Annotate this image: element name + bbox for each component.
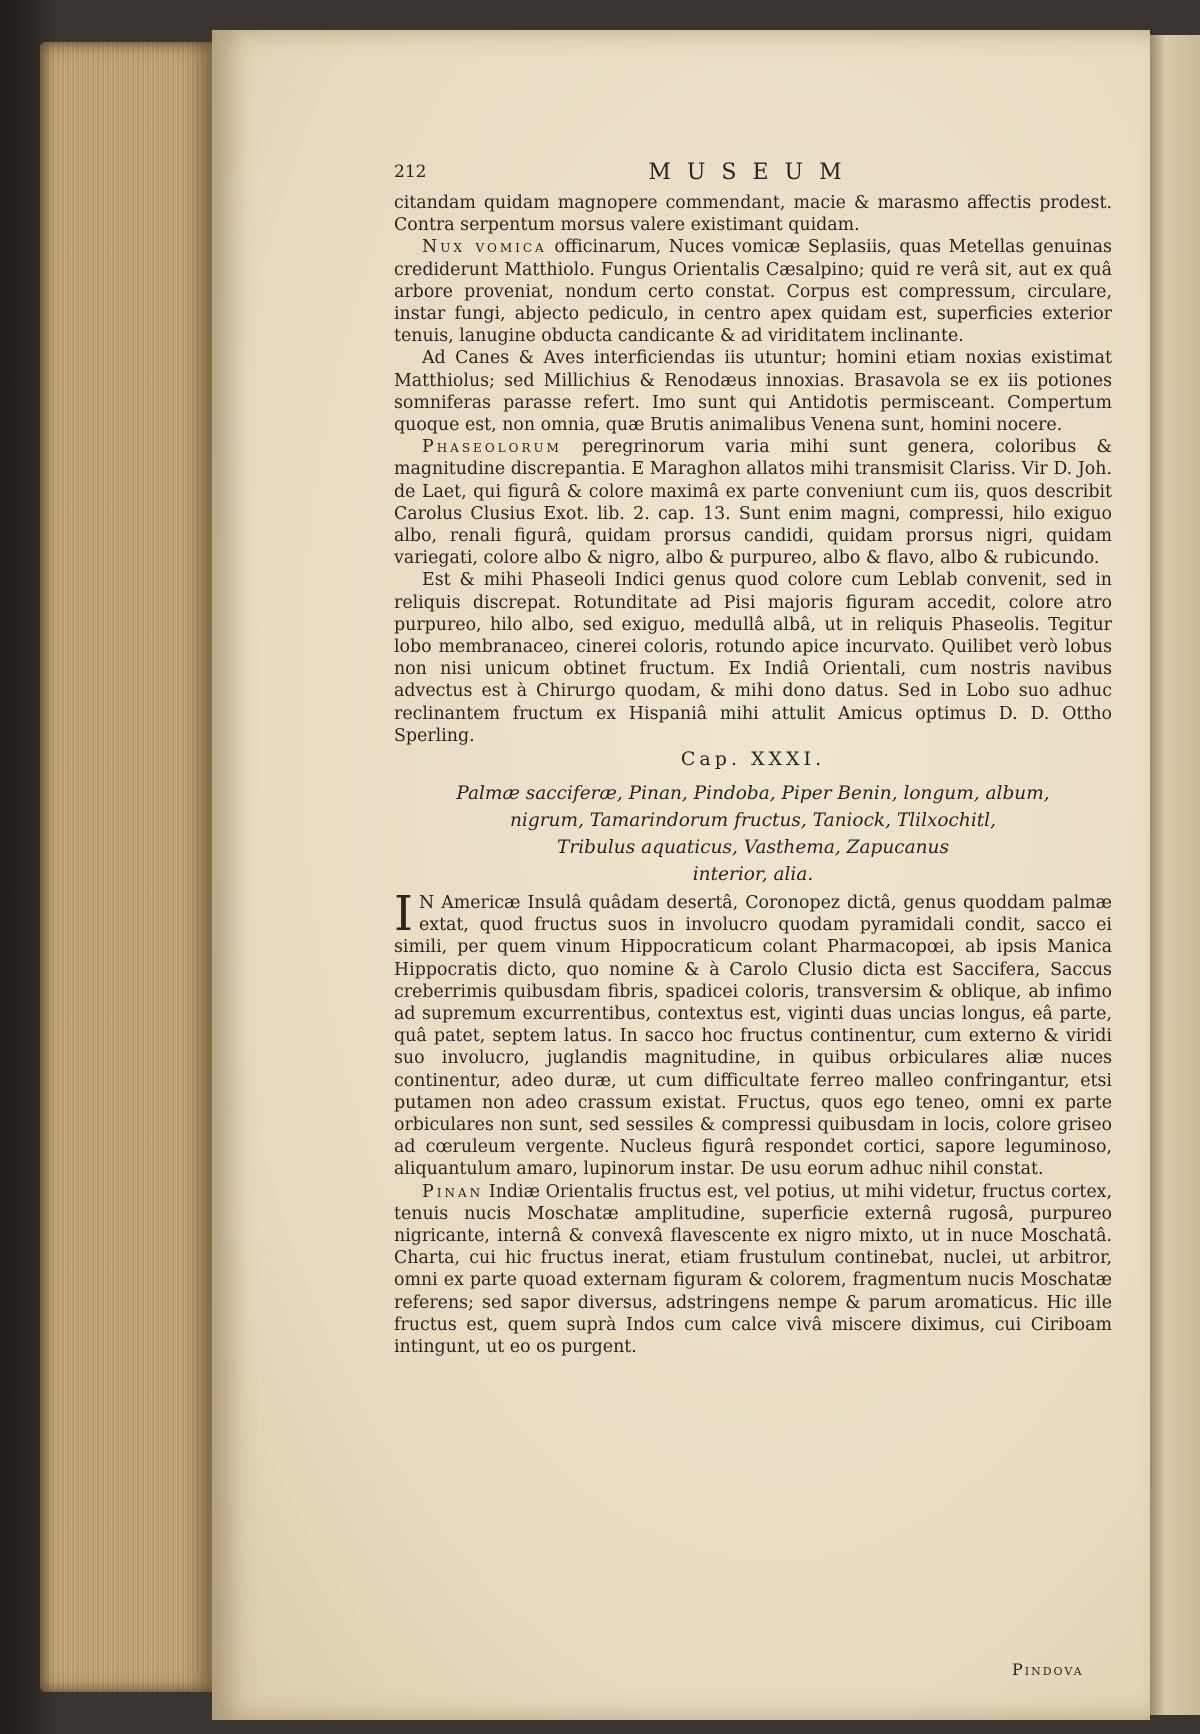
paragraph: Est & mihi Phaseoli Indici genus quod colore cum Leblab convenit, sed in reliquis discrepat. Rotunditate ad Pisi majoris figuram accedit, colore atro purpureo, hilo albo, sed exiguo, medullâ albâ, ut in reliquis Phaseolis. Tegitur lobo membranaceo, cinerei coloris, rotundo apice incurvato. Quilibet verò lobus non nisi unicum obtinet fructum. Ex Indiâ Orientali, cum nostris navibus advectus est à Chirurgo quodam, & mihi dono datus. Sed in Lobo suo adhuc reclinantem fructum ex Hispaniâ mihi attulit Amicus optimus D. D. Ottho Sperling. bbox=[394, 570, 1112, 746]
chapter-title-line: interior, alia. bbox=[692, 864, 814, 885]
page-edges bbox=[40, 42, 215, 1692]
text-block-top bbox=[394, 192, 1112, 747]
chapter-title bbox=[394, 780, 1112, 888]
page-number: 212 bbox=[394, 162, 427, 182]
chapter-title-line: Palmæ sacciferæ, Pinan, Pindoba, Piper Benin, longum, album, bbox=[456, 783, 1050, 804]
paragraph: Ad Canes & Aves interficiendas iis utuntur; homini etiam noxias existimat Matthiolus; sed Millichius & Renodæus innoxias. Brasavola se ex iis potiones somniferas parasse refert. Imo sunt qui Antidotis permisceant. Compertum quoque est, non omnia, quæ Brutis animalibus Venena sunt, homini nocere. bbox=[394, 348, 1112, 436]
paragraph: citandam quidam magnopere commendant, macie & marasmo affectis prodest. Contra serpentum morsus valere existimant quidam. bbox=[394, 193, 1112, 236]
catchword: Pindova bbox=[1012, 1660, 1084, 1679]
chapter-heading: Cap. XXXI. bbox=[680, 748, 826, 770]
facing-page-edge bbox=[1150, 35, 1200, 1715]
running-title: MUSEUM bbox=[648, 160, 858, 185]
drop-cap: I bbox=[394, 886, 413, 942]
paragraph: Nux vomica officinarum, Nuces vomicæ Seplasiis, quas Metellas genuinas crediderunt Matthiolo. Fungus Orientalis Cæsalpino; quid re verâ sit, aut ex quâ arbore proveniat, nondum certo constat. Corpus est compressum, circulare, instar fungi, abjecto pediculo, in centro apex quidam est, superficies exterior tenuis, lanugine obducta candicante & ad viriditatem inclinante. bbox=[394, 237, 1112, 347]
paragraph: I N Americæ Insulâ quâdam desertâ, Coronopez dictâ, genus quoddam palmæ extat, quod fructus suos in involucro quodam pyramidali condit, sacco ei simili, per quem vinum Hippocraticum colant Pharmacopœi, ab ipsis Manica Hippocratis dicto, quo nomine & à Carolo Clusio dicta est Saccifera, Saccus creberrimis quibusdam fibris, spadicei coloris, transversim & oblique, ab infimo ad supremum excurrentibus, contextus est, viginti duas uncias longus, eâ parte, quâ patet, septem latus. In sacco hoc fructus continentur, cum externo & viridi suo involucro, juglandis magnitudine, in quibus orbiculares aliæ nuces continentur, adeo duræ, ut cum difficultate ferreo malleo confringantur, etsi putamen non adeo crassum existat. Fructus, quos ego teneo, omni ex parte orbiculares non sunt, sed sessiles & compressi quibusdam in locis, colore griseo ad cœruleum vergente. Nucleus figurâ respondet cortici, sapore leguminoso, aliquantulum amaro, lupinorum instar. De usu eorum adhuc nihil constat. bbox=[394, 886, 1112, 1180]
chapter-title-line: Tribulus aquaticus, Vasthema, Zapucanus bbox=[557, 837, 949, 858]
paragraph: Phaseolorum peregrinorum varia mihi sunt genera, coloribus & magnitudine discrepantia. E Maraghon allatos mihi transmisit Clariss. Vir D. Joh. de Laet, qui figurâ & colore maximâ ex parte conveniunt cum iis, quos describit Carolus Clusius Exot. lib. 2. cap. 13. Sunt enim magni, compressi, hilo exiguo albo, renali figurâ, quidam prorsus candidi, quidam prorsus nigri, quidam variegati, colore albo & nigro, albo & purpureo, albo & flavo, albo & rubicundo. bbox=[394, 437, 1112, 569]
chapter-title-line: nigrum, Tamarindorum fructus, Taniock, Tlilxochitl, bbox=[510, 810, 996, 831]
page-header bbox=[394, 160, 1112, 188]
chapter-body bbox=[394, 886, 1112, 1358]
paragraph: Pinan Indiæ Orientalis fructus est, vel potius, ut mihi videtur, fructus cortex, tenuis nucis Moschatæ amplitudine, superficie externâ rugosâ, purpureo nigricante, internâ & convexâ flavescente ex nigro mixto, ut in nuce Moschatâ. Charta, cui hic fructus inerat, etiam frustulum continebat, nuclei, ut arbitror, omni ex parte quoad externam figuram & colorem, fragmentum nucis Moschatæ referens; sed sapor diversus, adstringens nempe & parum aromaticus. Hic ille fructus est, quem suprà Indos cum calce vivâ miscere diximus, cui Ciriboam intingunt, ut eo os purgent. bbox=[394, 1181, 1112, 1358]
